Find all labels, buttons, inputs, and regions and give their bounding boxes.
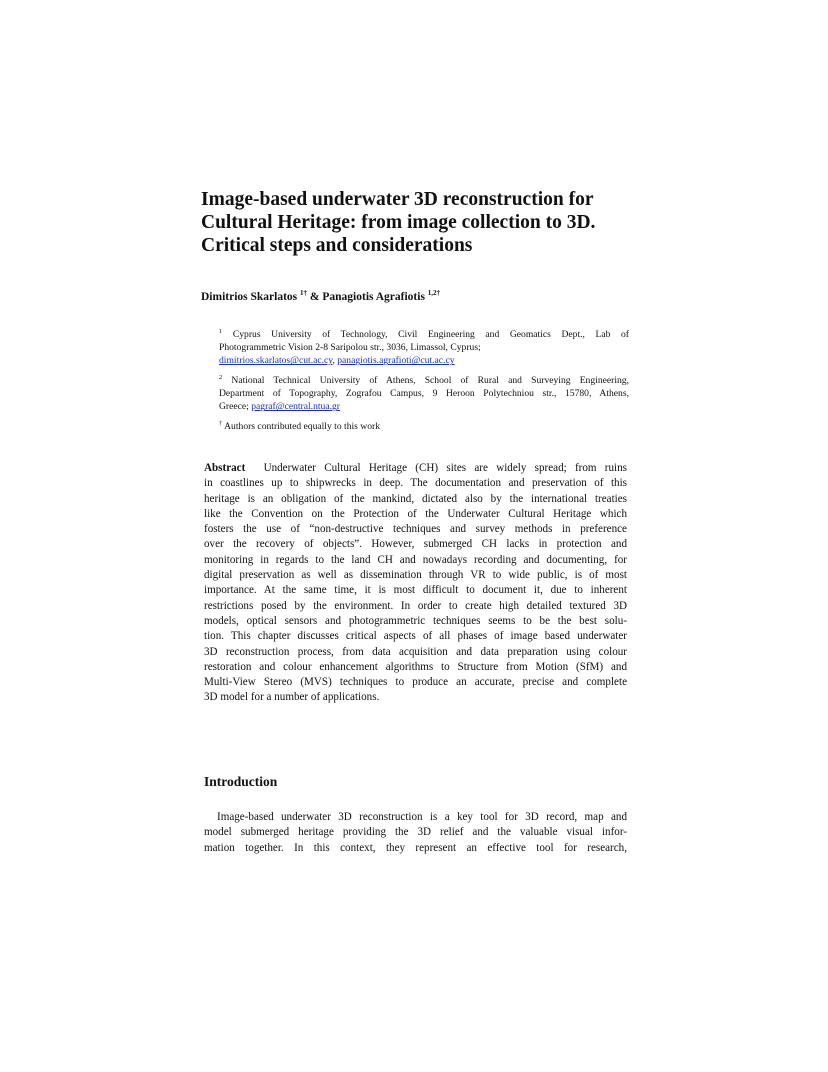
section-heading: Introduction — [204, 774, 278, 789]
paper-title — [201, 188, 641, 257]
affiliation-line: Photogrammetric Vision 2-8 Saripolou str., 3036, Limassol, Cyprus; — [219, 342, 481, 354]
body-line: model submerged heritage providing the 3D relief and the valuable visual infor- — [204, 826, 627, 839]
abstract-line: restoration and colour enhancement algorithms to Structure from Motion (SfM) and — [204, 660, 627, 673]
affiliation-marker: 2 — [219, 374, 223, 381]
abstract-line: like the Convention on the Protection of the Underwater Cultural Heritage which — [204, 507, 627, 520]
author-affiliation-marker: 1† — [300, 289, 308, 297]
abstract — [204, 461, 627, 706]
author-connector: & — [307, 291, 323, 303]
abstract-line: Abstract Underwater Cultural Heritage (CH) sites are widely spread; from ruins — [204, 462, 627, 474]
abstract-line: models, optical sensors and photogrammetric techniques seems to be the best solu- — [204, 614, 627, 627]
email-link[interactable]: panagiotis.agrafioti@cut.ac.cy — [337, 355, 455, 367]
author-affiliation-marker: 1,2† — [427, 289, 441, 297]
note-line: † Authors contributed equally to this work — [219, 420, 381, 432]
author-note — [219, 417, 629, 433]
affiliation-line — [219, 354, 629, 367]
abstract-line: in coastlines up to shipwrecks in deep. The documentation and preservation of this — [204, 477, 627, 490]
abstract-line: over the recovery of objects”. However, submerged CH lacks in protection and — [204, 538, 627, 551]
affiliation-marker: 1 — [219, 328, 223, 335]
author-name: Dimitrios Skarlatos — [201, 291, 298, 303]
affiliation-line: Department of Topography, Zografou Campus, 9 Heroon Polytechniou str., 15780, Athens, — [219, 388, 629, 400]
author-name: Panagiotis Agrafiotis — [322, 291, 425, 303]
affiliation-1 — [219, 325, 629, 368]
affiliation-line: $^1$ Cyprus University of Technology, Civil Engineering and Geomatics Dept., Lab of — [219, 328, 629, 340]
abstract-line: digital preservation as well as dissemination through VR to wide public, is of most — [204, 569, 627, 582]
affiliation-line: Greece; pagraf@central.ntua.gr — [219, 401, 340, 413]
abstract-line: Multi-View Stereo (MVS) techniques to produce an accurate, precise and complete — [204, 676, 627, 689]
abstract-line: 3D model for a number of applications. — [204, 691, 380, 704]
title-line: Critical steps and considerations — [201, 235, 473, 256]
introduction-body — [204, 810, 627, 856]
affiliation-line: $^2$ National Technical University of Athens, School of Rural and Surveying Engineering, — [219, 374, 629, 386]
abstract-line: importance. At the same time, it is most difficult to document it, due to inherent — [204, 584, 627, 597]
body-line: Image-based underwater 3D reconstruction is a key tool for 3D record, map and — [217, 811, 627, 823]
email-link[interactable]: dimitrios.skarlatos@cut.ac.cy — [219, 355, 333, 367]
title-line: Image-based underwater 3D reconstruction for — [201, 189, 594, 210]
abstract-line: tion. This chapter discusses critical aspects of all phases of image based underwater — [204, 630, 627, 643]
email-separator: , — [332, 355, 338, 367]
abstract-line: heritage is an obligation of the mankind, dictated also by the international treaties — [204, 492, 627, 505]
abstract-line: monitoring in regards to the land CH and nowadays recording and documenting, for — [204, 553, 627, 566]
abstract-line: fosters the use of “non-destructive techniques and survey methods in preference — [204, 523, 627, 536]
body-line: mation together. In this context, they represent an effective tool for research, — [204, 841, 627, 854]
note-marker: † — [219, 420, 223, 427]
author-list — [201, 289, 440, 303]
title-line: Cultural Heritage: from image collection to 3D. — [201, 212, 596, 233]
abstract-label: Abstract — [204, 462, 246, 474]
affiliation-2 — [219, 371, 629, 414]
abstract-line: 3D reconstruction process, from data acquisition and data preparation using colour — [204, 645, 627, 658]
abstract-line: restrictions posed by the environment. In order to create high detailed textured 3D — [204, 599, 627, 612]
email-link[interactable]: pagraf@central.ntua.gr — [251, 401, 340, 413]
